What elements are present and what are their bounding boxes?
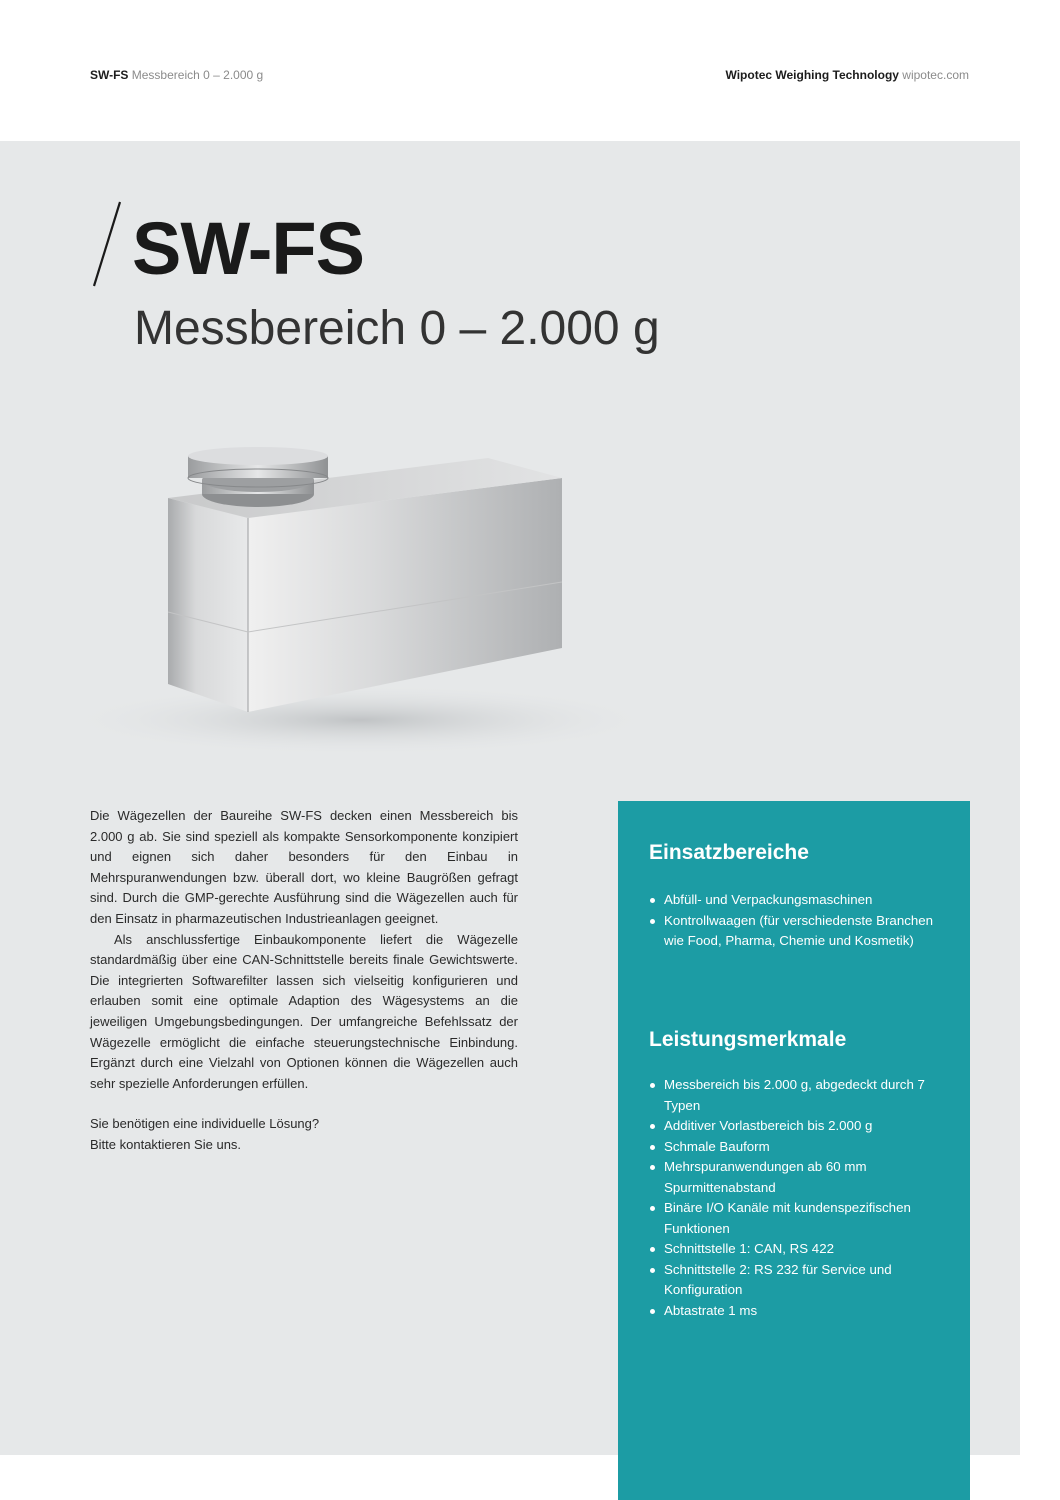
load-cell-photo-icon bbox=[30, 420, 690, 800]
feature-sidebar bbox=[618, 801, 970, 1500]
header-measuring-range: Messbereich 0 – 2.000 g bbox=[131, 68, 264, 82]
list-item: Kontrollwaagen (für verschiedenste Branchen wie Food, Pharma, Chemie und Kosmetik) bbox=[649, 911, 949, 952]
page-title: SW-FS bbox=[132, 207, 364, 290]
einsatzbereiche-list bbox=[649, 890, 949, 952]
header-company-name: Wipotec Weighing Technology bbox=[725, 68, 899, 82]
list-item: Abfüll- und Verpackungsmaschinen bbox=[649, 890, 949, 911]
list-item: Messbereich bis 2.000 g, abgedeckt durch 7 Typen bbox=[649, 1075, 949, 1116]
einsatzbereiche-heading: Einsatzbereiche bbox=[649, 841, 809, 864]
header-company bbox=[726, 68, 970, 82]
list-item: Abtastrate 1 ms bbox=[649, 1301, 949, 1322]
list-item: Schnittstelle 2: RS 232 für Service und Konfiguration bbox=[649, 1260, 949, 1301]
title-slash-decoration bbox=[88, 200, 128, 288]
leistungsmerkmale-list bbox=[649, 1075, 949, 1321]
list-item: Additiver Vorlastbereich bis 2.000 g bbox=[649, 1116, 949, 1137]
description-paragraph-2: Als anschlussfertige Einbaukomponente liefert die Wägezelle standardmäßig über eine CAN-Schnittstelle bereits finale Gewichtswerte. Die integrierten Softwarefilter lassen sich vielseitig konfigurieren und erlauben somit eine optimale Adaption des Wägesystems an die jeweiligen Umgebungsbedingungen. Der umfangreiche Befehlssatz der Wägezelle ermöglicht die einfache steuerungstechnische Einbindung. Ergänzt durch eine Vielzahl von Optionen können die Wägezellen auch sehr spezielle Anforderungen erfüllen. bbox=[90, 931, 518, 1091]
page-subtitle: Messbereich 0 – 2.000 g bbox=[134, 302, 660, 355]
header-product-code: SW-FS bbox=[90, 68, 129, 82]
list-item: Schnittstelle 1: CAN, RS 422 bbox=[649, 1239, 949, 1260]
contact-call-to-action bbox=[90, 1114, 518, 1155]
cta-contact-line: Bitte kontaktieren Sie uns. bbox=[90, 1136, 242, 1152]
description-text bbox=[90, 806, 518, 1156]
list-item: Mehrspuranwendungen ab 60 mm Spurmittenabstand bbox=[649, 1157, 949, 1198]
list-item: Schmale Bauform bbox=[649, 1137, 949, 1158]
leistungsmerkmale-heading: Leistungsmerkmale bbox=[649, 1028, 847, 1051]
cta-question: Sie benötigen eine individuelle Lösung? bbox=[90, 1116, 320, 1132]
description-paragraph-1: Die Wägezellen der Baureihe SW-FS decken einen Messbereich bis 2.000 g ab. Sie sind speziell als kompakte Sensorkomponente konzipiert und eignen sich daher besonders für den Einbau in Mehrspuranwendungen bzw. überall dort, wo kleine Baugrößen gefragt sind. Durch die GMP-gerechte Ausführung sind die Wägezellen auch für den Einsatz in pharmazeutischen Industrieanlagen geeignet. bbox=[90, 808, 518, 926]
header-website-link[interactable]: wipotec.com bbox=[902, 68, 969, 82]
header-product-line bbox=[90, 68, 263, 82]
list-item: Binäre I/O Kanäle mit kundenspezifischen Funktionen bbox=[649, 1198, 949, 1239]
